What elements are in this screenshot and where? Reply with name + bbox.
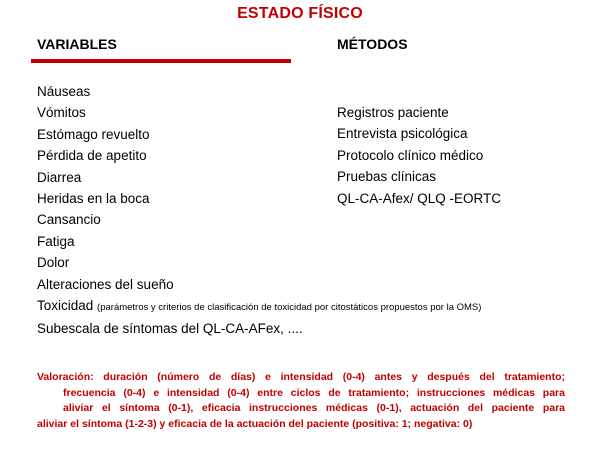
methods-header: MÉTODOS	[337, 36, 408, 52]
variable-item: Cansancio	[37, 212, 101, 228]
variable-item-toxicity	[37, 295, 481, 318]
variable-item: Subescala de síntomas del QL-CA-AFex, ....	[37, 321, 303, 337]
valuation-line: frecuencia (0-4) e intensidad (0-4) entre ciclos de tratamiento; instrucciones médicas para	[63, 386, 565, 399]
variable-item: Dolor	[37, 255, 70, 271]
variables-header: VARIABLES	[37, 36, 117, 52]
variable-item: Vómitos	[37, 105, 86, 121]
variable-item: Náuseas	[37, 84, 91, 99]
valuation-line: aliviar el síntoma (1-2-3) y eficacia de la actuación del paciente (positiva: 1; negativa: 0)	[37, 417, 473, 430]
variable-item: Diarrea	[37, 169, 82, 185]
variable-item: Estómago revuelto	[37, 126, 150, 142]
variable-item: Pérdida de apetito	[37, 148, 147, 164]
methods-list	[337, 102, 501, 209]
variable-item: Alteraciones del sueño	[37, 276, 174, 292]
method-item: Entrevista psicológica	[337, 126, 468, 142]
red-divider	[31, 59, 291, 63]
toxicity-note: (parámetros y criterios de clasificación de toxicidad por citostáticos propuestos por la OMS)	[97, 302, 482, 314]
valuation-line: aliviar el síntoma (0-1), eficacia instrucciones médicas (0-1), actuación del paciente para	[63, 402, 565, 414]
valuation-line: Valoración: duración (número de días) e intensidad (0-4) antes y después del tratamiento;	[37, 371, 565, 383]
valuation-paragraph	[37, 370, 565, 432]
variable-item: Fatiga	[37, 233, 75, 249]
method-item: QL-CA-Afex/ QLQ -EORTC	[337, 190, 502, 206]
page-title: ESTADO FÍSICO	[237, 5, 363, 22]
method-item: Protocolo clínico médico	[337, 147, 484, 163]
toxicity-label: Toxicidad	[37, 298, 94, 314]
method-item: Registros paciente	[337, 105, 449, 120]
variable-item: Heridas en la boca	[37, 191, 150, 207]
method-item: Pruebas clínicas	[337, 169, 437, 185]
